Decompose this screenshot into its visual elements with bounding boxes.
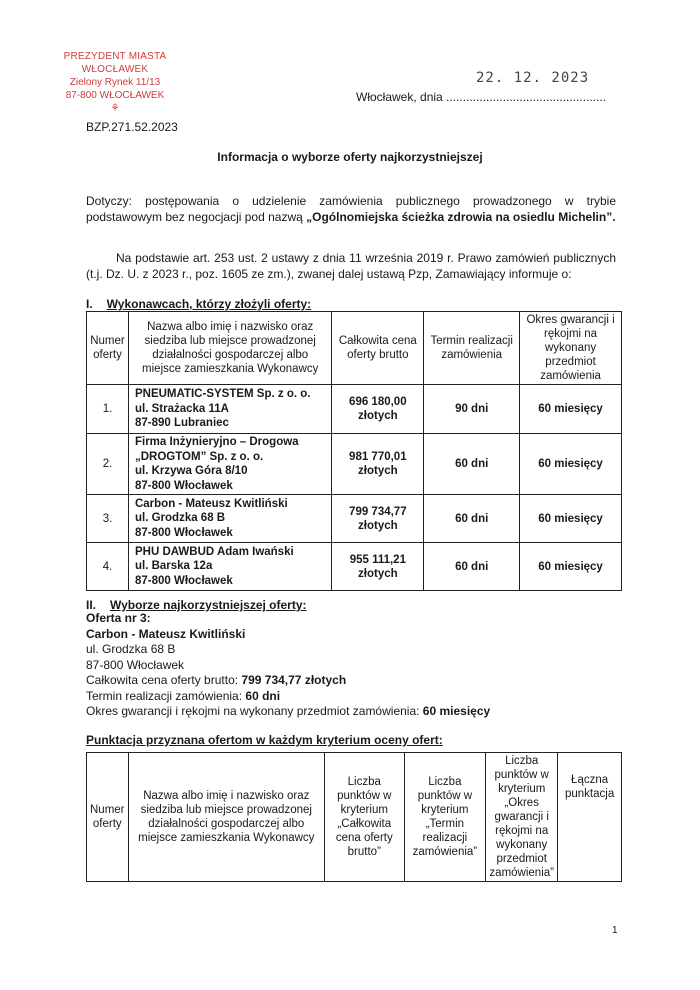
stamp-line-2: Zielony Rynek 11/13 [69,77,161,88]
contractor-city: 87-800 Włocławek [134,526,233,539]
stamp-line-3: 87-800 WŁOCŁAWEK [65,90,165,101]
contractor-cell [128,543,331,591]
scoring-header-number: Numer oferty [87,753,129,882]
price-value: 955 111,21 [349,553,406,566]
price-cell [332,495,424,543]
page-number: 1 [612,925,618,936]
contractor-street: ul. Grodzka 68 B [134,512,226,525]
price-cell [332,543,424,591]
winner-deadline-value: 60 dni [245,688,281,703]
winner-price-label: Całkowita cena oferty brutto: [86,673,242,687]
deadline-cell: 60 dni [424,543,520,591]
table-row [87,434,622,495]
winner-price-value: 799 734,77 złotych [241,673,347,687]
winner-deadline-label: Termin realizacji zamówienia: [86,688,246,703]
date-line: Włocławek, dnia ................................................ [356,90,607,104]
reference-number: BZP.271.52.2023 [86,120,178,134]
section-1-number: I. [86,297,93,311]
offer-number: 2. [87,434,129,495]
table-row [87,495,622,543]
winner-city: 87-800 Włocławek [86,657,185,672]
section-1-heading [86,297,311,311]
handwritten-date: 22. 12. 2023 [476,70,590,86]
offer-number: 4. [87,543,129,591]
contractor-street: ul. Strażacka 11A [134,402,229,415]
price-currency: złotych [358,519,398,532]
table-row [87,385,622,434]
header-number: Numer oferty [87,312,129,385]
warranty-cell: 60 miesięcy [520,434,622,495]
deadline-cell: 60 dni [424,434,520,495]
contractor-name: Carbon - Mateusz Kwitliński [134,497,288,510]
scoring-heading [86,733,443,747]
contractor-cell [128,495,331,543]
section-1-title: Wykonawcach, którzy złożyli oferty: [106,297,312,311]
header-deadline: Termin realizacji zamówienia [424,312,520,385]
scoring-table [86,752,622,882]
offer-number: 3. [87,495,129,543]
contractor-name: Firma Inżynieryjno – Drogowa „DROGTOM” Sp. z o. o. [134,436,299,463]
contractor-street: ul. Barska 12a [134,560,213,573]
contractor-street: ul. Krzywa Góra 8/10 [134,465,248,477]
section-2-number: II. [86,598,97,612]
deadline-cell: 60 dni [424,495,520,543]
table-row [87,543,622,591]
scoring-title: Punktacja przyznana ofertom w każdym kryterium oceny ofert: [86,733,443,747]
header-name: Nazwa albo imię i nazwisko oraz siedziba lub miejsce prowadzonej działalności gospodarczej albo miejsce zamieszkania Wykonawcy [128,312,331,385]
warranty-cell: 60 miesięcy [520,543,622,591]
scoring-header-deadline-points: Liczba punktów w kryterium „Termin realizacji zamówienia” [404,753,486,882]
page-title: Informacja o wyborze oferty najkorzystniejszej [217,150,483,164]
warranty-cell: 60 miesięcy [520,385,622,434]
price-currency: złotych [358,465,398,477]
deadline-cell: 90 dni [424,385,520,434]
winner-street: ul. Grodzka 68 B [86,642,176,656]
legal-basis-paragraph: Na podstawie art. 253 ust. 2 ustawy z dnia 11 września 2019 r. Prawo zamówień publicznych (t.j. Dz. U. z 2023 r., poz. 1605 ze zm.), zwanej dalej ustawą Pzp, Zamawiający informuje o: [86,251,616,281]
coat-of-arms-icon: ⚘ [110,103,120,114]
contractor-city: 87-890 Lubraniec [134,417,229,430]
winner-price [86,673,490,689]
subject-name: „Ogólnomiejska ścieżka zdrowia na osiedlu Michelin”. [306,210,616,224]
winner-warranty-label: Okres gwarancji i rękojmi na wykonany przedmiot zamówienia: [86,704,423,718]
contractor-name: PNEUMATIC-SYSTEM Sp. z o. o. [134,388,311,401]
winner-warranty [86,704,490,720]
contractor-city: 87-800 Włocławek [134,574,233,587]
winner-name: Carbon - Mateusz Kwitliński [86,626,246,641]
contractor-cell [128,385,331,434]
contractor-name: PHU DAWBUD Adam Iwański [134,545,294,558]
scoring-header-warranty-points: Liczba punktów w kryterium „Okres gwarancji i rękojmi na wykonany przedmiot zamówienia” [486,753,558,882]
warranty-cell: 60 miesięcy [520,495,622,543]
price-value: 981 770,01 [349,451,407,463]
price-currency: złotych [358,567,398,580]
scoring-table-header [87,753,622,882]
offers-table [86,311,622,591]
stamp-line-1: PREZYDENT MIASTA WŁOCŁAWEK [63,51,167,75]
winner-warranty-value: 60 miesięcy [422,704,491,718]
price-cell [332,385,424,434]
price-value: 799 734,77 [349,505,407,518]
section-2-heading [86,598,307,612]
subject-paragraph [86,193,616,225]
contractor-city: 87-800 Włocławek [134,479,233,492]
scoring-header-name: Nazwa albo imię i nazwisko oraz siedziba lub miejsce prowadzonej działalności gospodarczej albo miejsce zamieszkania Wykonawcy [128,753,325,882]
offers-table-header [87,312,622,385]
price-cell [332,434,424,495]
header-warranty: Okres gwarancji i rękojmi na wykonany przedmiot zamówienia [520,312,622,385]
winner-offer-number: Oferta nr 3: [86,611,151,625]
section-2-title: Wyborze najkorzystniejszej oferty: [110,598,307,612]
contractor-cell [128,434,331,495]
winner-deadline [86,689,490,705]
subject-prefix: Dotyczy: postępowania o udzielenie zamówienia publicznego prowadzonego w trybie podstawowym bez negocjacji pod nazwą [86,194,616,224]
header-price: Całkowita cena oferty brutto [332,312,424,385]
offer-number: 1. [87,385,129,434]
price-value: 696 180,00 [349,396,407,408]
price-currency: złotych [358,410,398,422]
winning-offer [86,611,490,720]
scoring-header-total: Łączna punktacja [558,753,622,882]
official-stamp [40,50,190,115]
scoring-header-price-points: Liczba punktów w kryterium „Całkowita cena oferty brutto” [325,753,404,882]
